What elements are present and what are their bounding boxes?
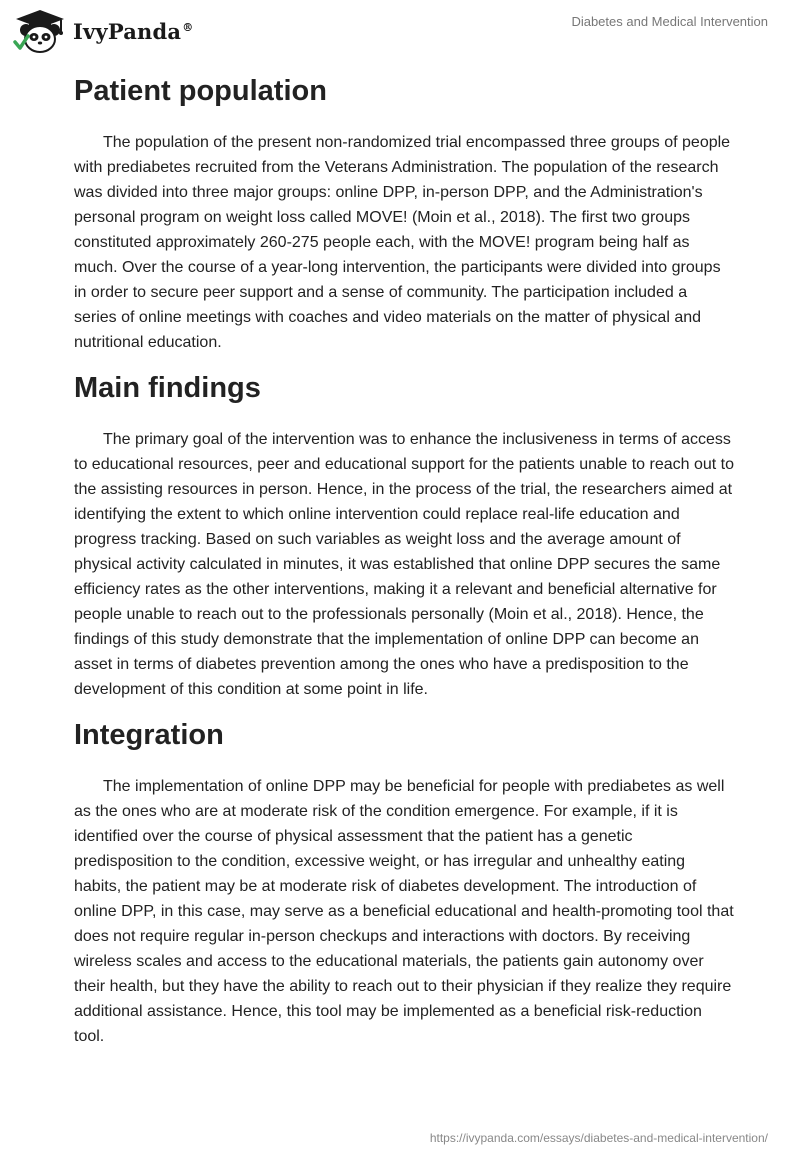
section-heading: Patient population — [74, 75, 327, 107]
section-main-findings — [74, 369, 734, 702]
page-header — [0, 0, 800, 60]
section-heading: Main findings — [74, 372, 261, 404]
section-integration — [74, 716, 734, 1049]
article-body — [74, 72, 734, 1063]
section-heading: Integration — [74, 719, 224, 751]
document-title: Diabetes and Medical Intervention — [571, 14, 768, 29]
source-url[interactable]: https://ivypanda.com/essays/diabetes-and-medical-intervention/ — [429, 1131, 768, 1145]
section-paragraph: The implementation of online DPP may be beneficial for people with prediabetes as well as the ones who are at moderate risk of the condition emergence. For example, if it is identified over the course of physical assessment that the patient has a genetic predisposition to the condition, excessive weight, or has irregular and unhealthy eating habits, the patient may be at moderate risk of diabetes development. The introduction of online DPP, in this case, may serve as a beneficial educational and health-promoting tool that does not require regular in-person checkups and interactions with doctors. By receiving wireless scales and access to the educational materials, the patients gain autonomy over their health, but they have the ability to reach out to their physician if they realize they require additional assistance. Hence, this tool may be implemented as a beneficial risk-reduction tool. — [74, 778, 734, 1045]
panda-logo-icon — [12, 8, 68, 54]
section-paragraph: The population of the present non-randomized trial encompassed three groups of people with prediabetes recruited from the Veterans Administration. The population of the research was divided into three major groups: online DPP, in-person DPP, and the Administration's personal program on weight loss called MOVE! (Moin et al., 2018). The first two groups constituted approximately 260-275 people each, with the MOVE! program being half as much. Over the course of a year-long intervention, the participants were divided into groups in order to secure peer support and a sense of community. The participation included a series of online meetings with coaches and video materials on the matter of physical and nutritional education. — [74, 134, 731, 351]
section-paragraph: The primary goal of the intervention was to enhance the inclusiveness in terms of access to educational resources, peer and educational support for the patients unable to reach out to the assisting resources in person. Hence, in the process of the trial, the researchers aimed at identifying the extent to which online intervention could replace real-life education and progress tracking. Based on such variables as weight loss and the average amount of physical activity calculated in minutes, it was established that online DPP secures the same efficiency rates as the other interventions, making it a relevant and beneficial alternative for people unable to reach out to the professionals personally (Moin et al., 2018). Hence, the findings of this study demonstrate that the implementation of online DPP can become an asset in terms of diabetes prevention among the ones who have a predisposition to the development of this condition at some point in life. — [74, 431, 734, 698]
brand-logo[interactable] — [12, 8, 193, 54]
brand-name: IvyPanda® — [73, 18, 194, 44]
section-patient-population — [74, 72, 734, 355]
